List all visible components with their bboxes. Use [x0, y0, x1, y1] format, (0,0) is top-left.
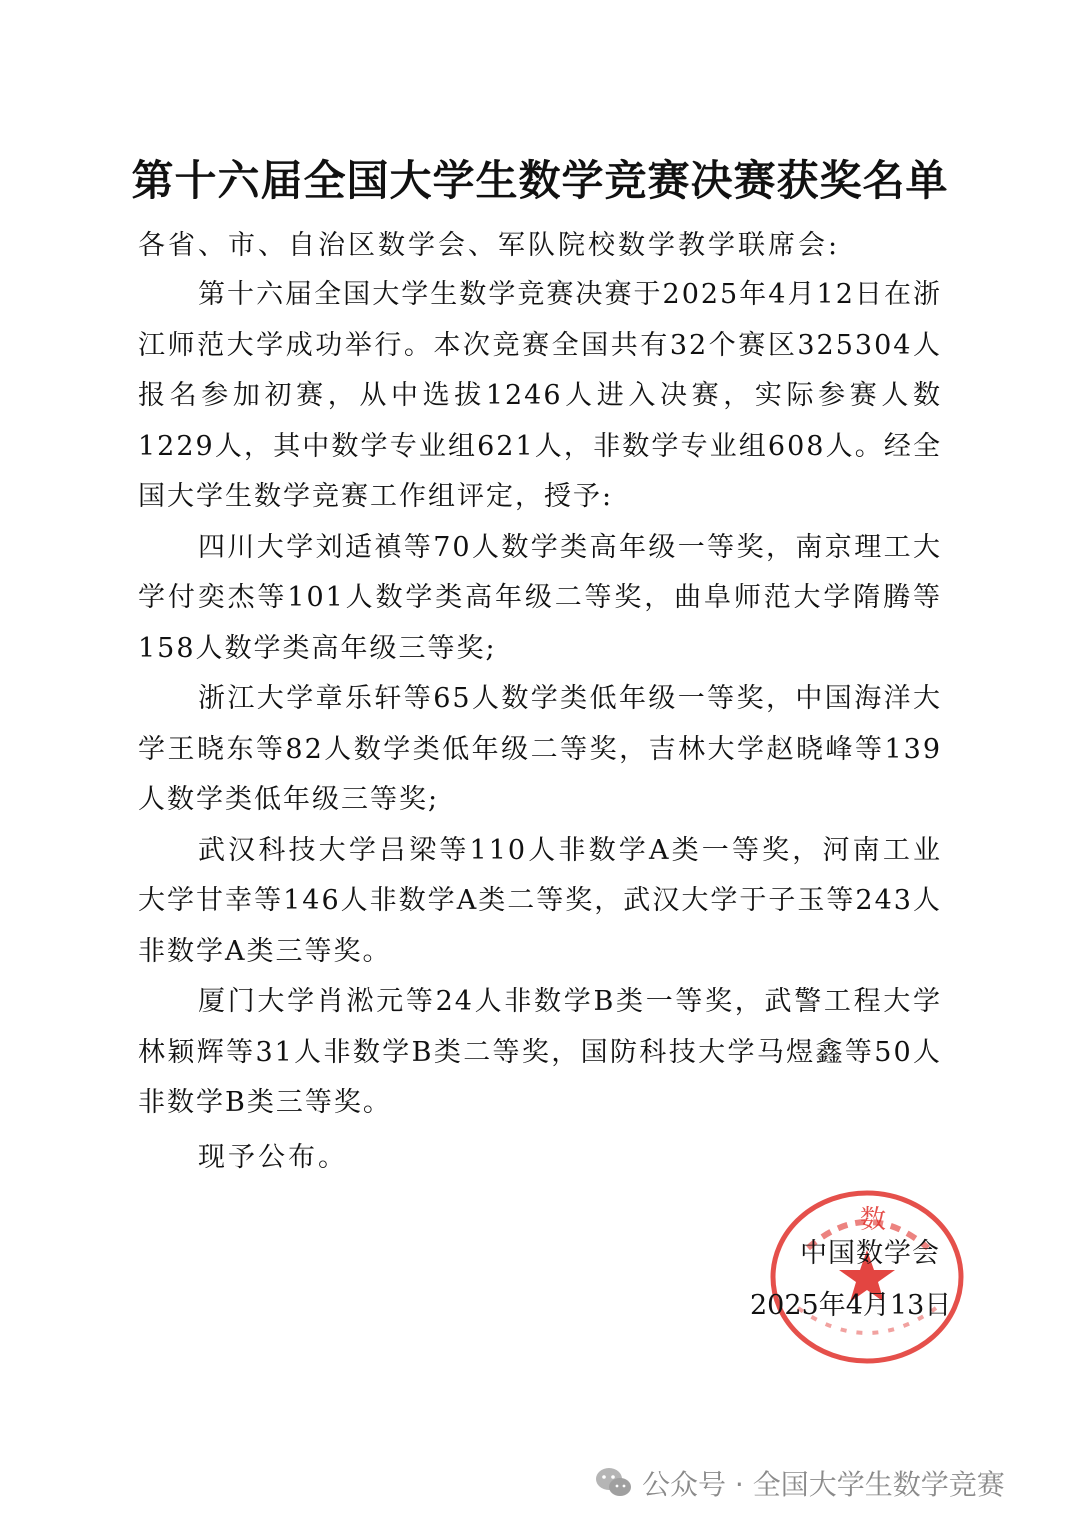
paragraph-math-junior: 浙江大学章乐轩等65人数学类低年级一等奖，中国海洋大学王晓东等82人数学类低年级二等奖，吉林大学赵晓峰等139人数学类低年级三等奖; — [138, 683, 942, 815]
closing-line: 现予公布。 — [198, 1142, 348, 1173]
document-body — [138, 270, 942, 1129]
paragraph-non-math-b: 厦门大学肖淞元等24人非数学B类一等奖，武警工程大学林颖辉等31人非数学B类二等奖，国防科技大学马煜鑫等50人非数学B类三等奖。 — [138, 986, 942, 1118]
paragraph-non-math-a: 武汉科技大学吕梁等110人非数学A类一等奖，河南工业大学甘幸等146人非数学A类二等奖，武汉大学于子玉等243人非数学A类三等奖。 — [138, 834, 942, 967]
signature-organization: 中国数学会 — [800, 1238, 940, 1269]
paragraph-math-senior: 四川大学刘适禛等70人数学类高年级一等奖，南京理工大学付奕杰等101人数学类高年级二等奖，曲阜师范大学隋腾等158人数学类高年级三等奖; — [138, 531, 942, 664]
watermark — [594, 1458, 1005, 1508]
paragraph-summary: 第十六届全国大学生数学竞赛决赛于2025年4月12日在浙江师范大学成功举行。本次竞赛全国共有32个赛区325304人报名参加初赛，从中选拔1246人进入决赛，实际参赛人数1229人，其中数学专业组621人，非数学专业组608人。经全国大学生数学竞赛工作组评定，授予: — [138, 279, 943, 512]
document-title: 第十六届全国大学生数学竞赛决赛获奖名单 — [131, 156, 949, 205]
signature-date: 2025年4月13日 — [750, 1290, 952, 1321]
wechat-icon — [594, 1466, 634, 1500]
official-seal — [768, 1188, 966, 1366]
watermark-text: 公众号 · 全国大学生数学竞赛 — [642, 1468, 1005, 1501]
seal-text: 数 — [860, 1205, 887, 1235]
salutation: 各省、市、自治区数学会、军队院校数学教学联席会: — [138, 230, 841, 261]
